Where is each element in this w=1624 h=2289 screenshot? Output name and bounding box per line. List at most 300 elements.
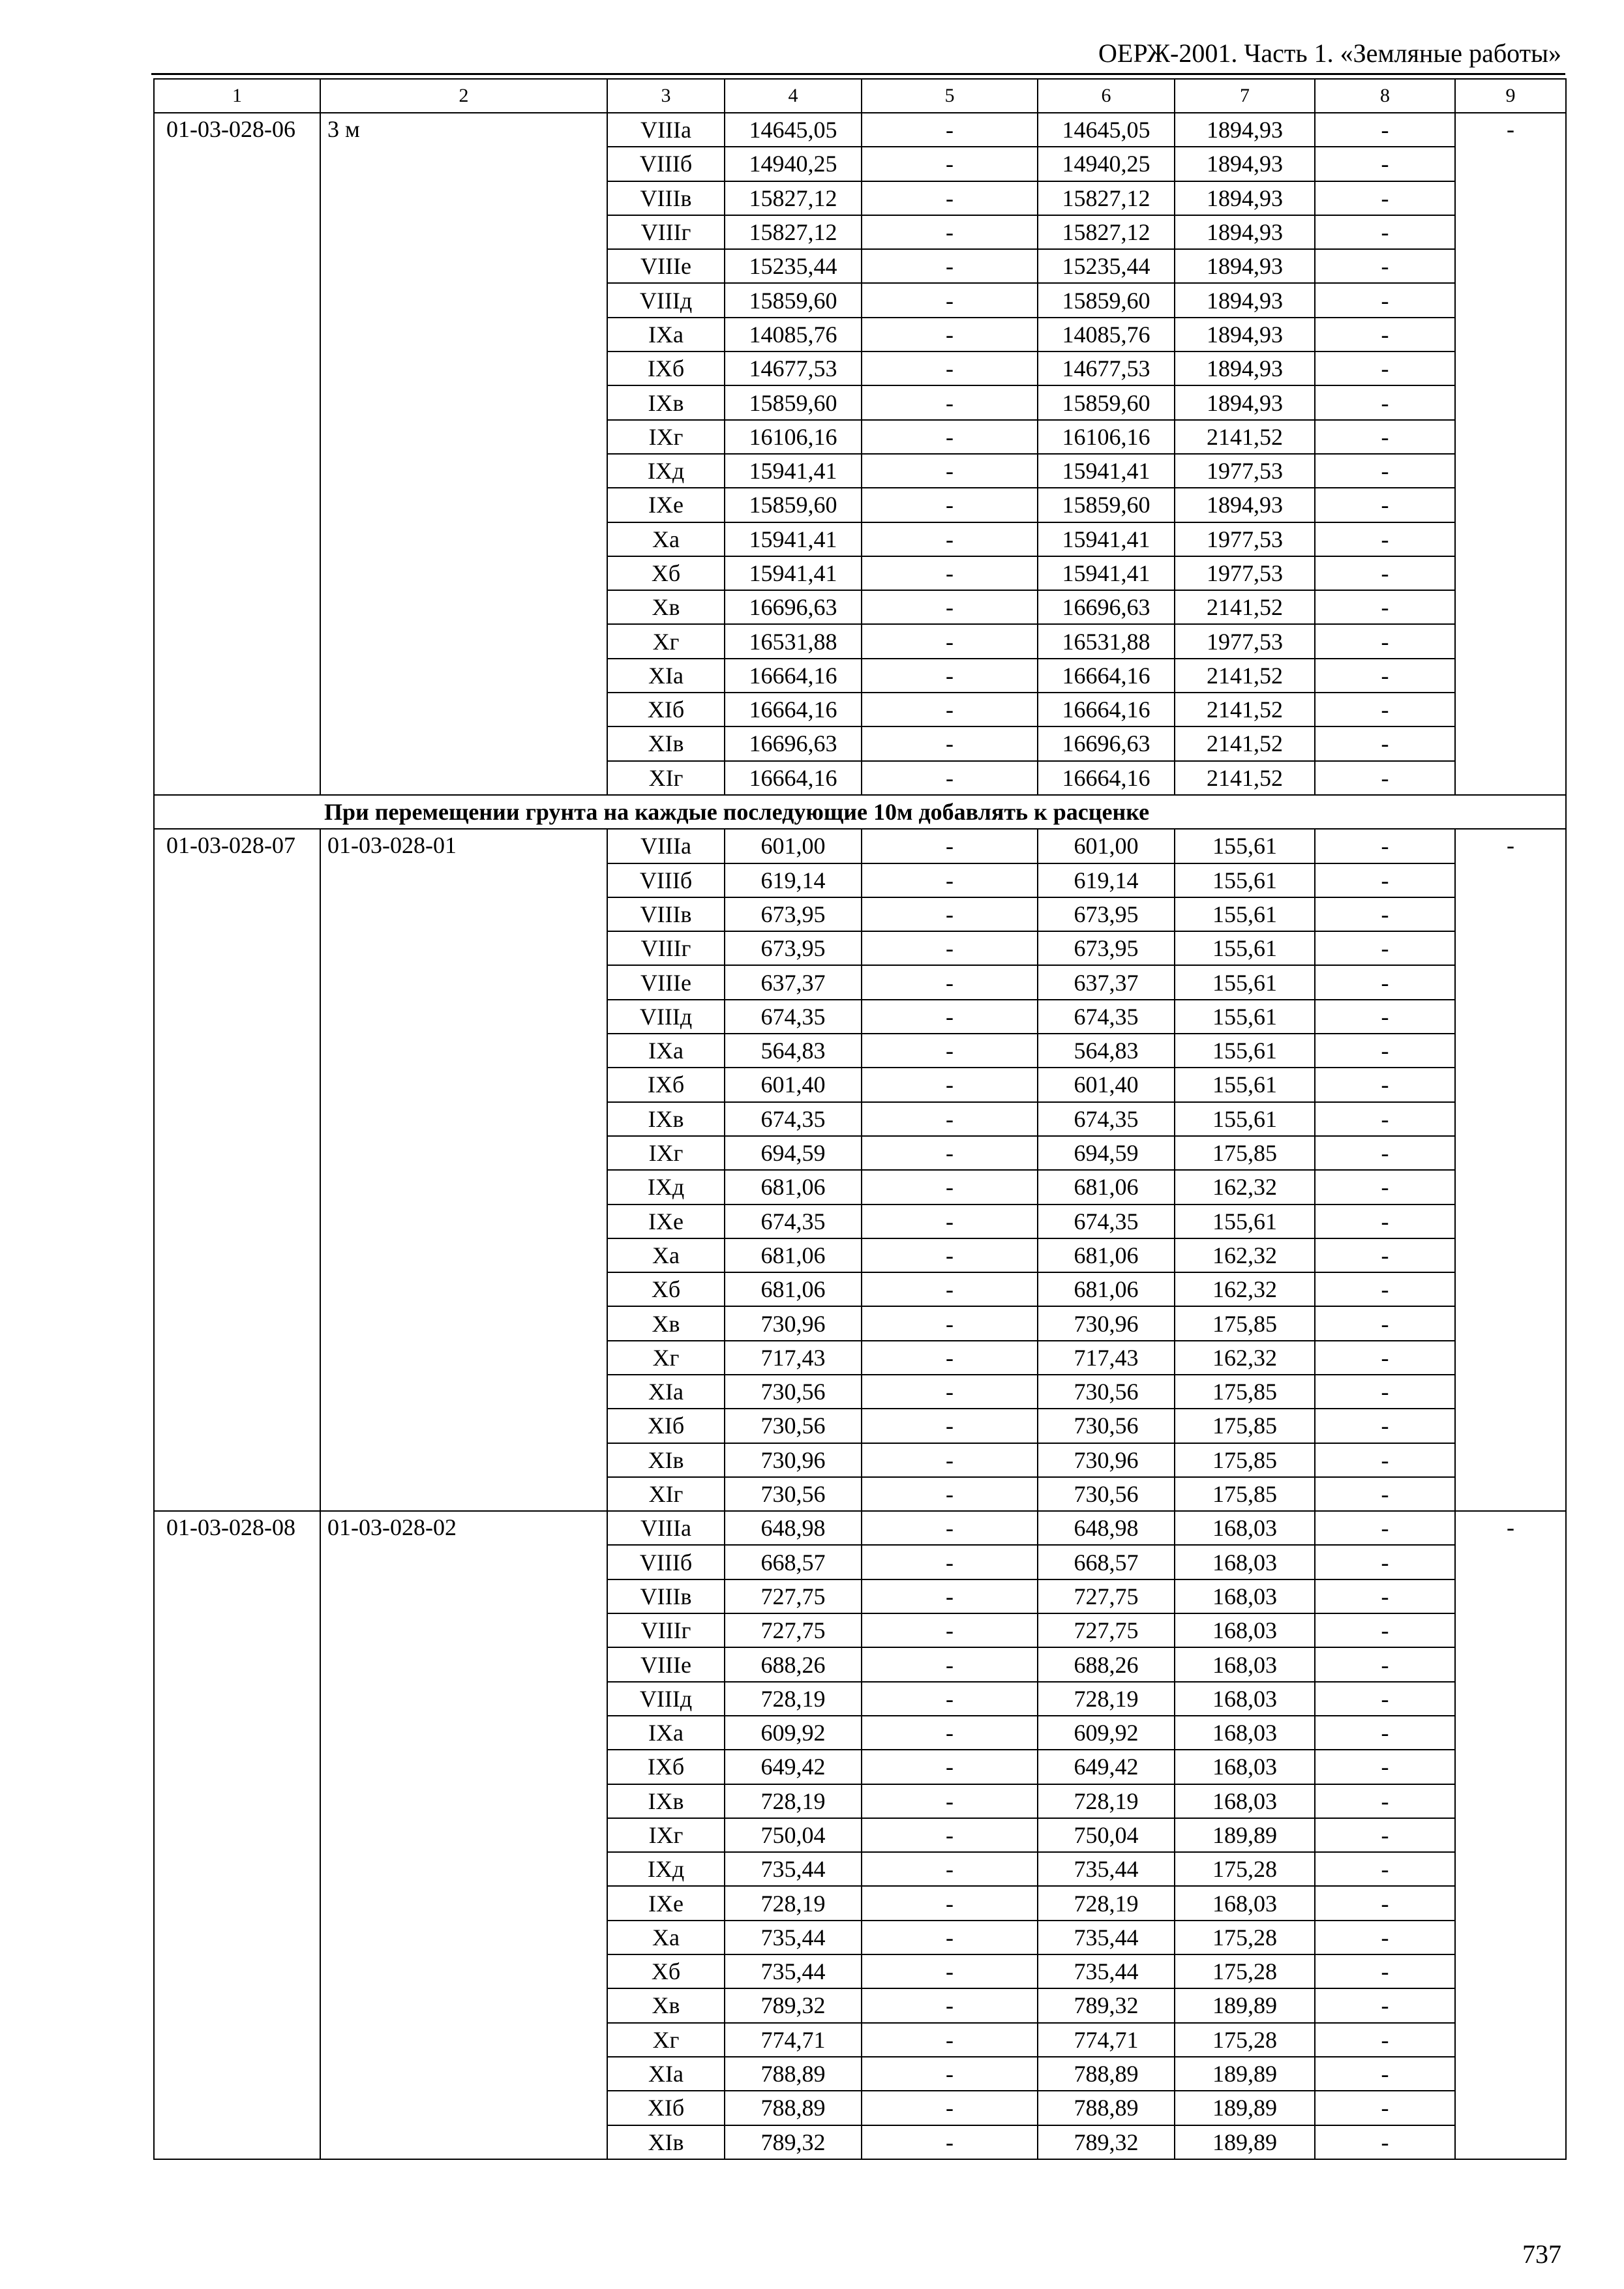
driver-wage-cell: 155,61	[1175, 1102, 1315, 1136]
wage-cell: -	[862, 693, 1038, 726]
column-number: 8	[1315, 79, 1455, 113]
soil-category-cell: Xг	[607, 1341, 725, 1375]
soil-category-cell: Xа	[607, 1238, 725, 1272]
materials-cell: -	[1315, 318, 1455, 352]
wage-cell: -	[862, 1954, 1038, 1988]
machine-cost-cell: 727,75	[1038, 1579, 1175, 1613]
column-number-row	[154, 79, 1566, 113]
soil-category-cell: VIIIг	[607, 215, 725, 249]
col9-cell: -	[1455, 113, 1566, 795]
materials-cell: -	[1315, 726, 1455, 760]
direct-cost-cell: 674,35	[725, 1204, 862, 1238]
soil-category-cell: IXа	[607, 1716, 725, 1750]
driver-wage-cell: 162,32	[1175, 1341, 1315, 1375]
direct-cost-cell: 15941,41	[725, 556, 862, 590]
materials-cell: -	[1315, 1375, 1455, 1409]
direct-cost-cell: 727,75	[725, 1579, 862, 1613]
soil-category-cell: XIв	[607, 1443, 725, 1477]
direct-cost-cell: 735,44	[725, 1954, 862, 1988]
rates-table	[153, 78, 1567, 2160]
note-text: При перемещении грунта на каждые последующие 10м добавлять к расценке	[154, 795, 1566, 829]
driver-wage-cell: 1894,93	[1175, 385, 1315, 419]
machine-cost-cell: 674,35	[1038, 1000, 1175, 1034]
wage-cell: -	[862, 1238, 1038, 1272]
machine-cost-cell: 15859,60	[1038, 385, 1175, 419]
materials-cell: -	[1315, 590, 1455, 624]
soil-category-cell: XIг	[607, 761, 725, 795]
materials-cell: -	[1315, 1750, 1455, 1784]
wage-cell: -	[862, 454, 1038, 488]
machine-cost-cell: 673,95	[1038, 931, 1175, 965]
wage-cell: -	[862, 420, 1038, 454]
machine-cost-cell: 14645,05	[1038, 113, 1175, 147]
materials-cell: -	[1315, 829, 1455, 863]
rate-code-cell: 01-03-028-07	[154, 829, 320, 1511]
column-number: 9	[1455, 79, 1566, 113]
wage-cell: -	[862, 522, 1038, 556]
wage-cell: -	[862, 1341, 1038, 1375]
wage-cell: -	[862, 283, 1038, 317]
work-name-cell: 01-03-028-01	[320, 829, 607, 1511]
materials-cell: -	[1315, 1000, 1455, 1034]
machine-cost-cell: 750,04	[1038, 1818, 1175, 1852]
materials-cell: -	[1315, 1409, 1455, 1443]
machine-cost-cell: 14677,53	[1038, 352, 1175, 385]
machine-cost-cell: 728,19	[1038, 1784, 1175, 1818]
col9-cell: -	[1455, 829, 1566, 1511]
machine-cost-cell: 788,89	[1038, 2091, 1175, 2125]
soil-category-cell: IXа	[607, 1034, 725, 1068]
soil-category-cell: XIв	[607, 726, 725, 760]
soil-category-cell: IXг	[607, 420, 725, 454]
direct-cost-cell: 16664,16	[725, 761, 862, 795]
driver-wage-cell: 2141,52	[1175, 590, 1315, 624]
driver-wage-cell: 175,85	[1175, 1443, 1315, 1477]
driver-wage-cell: 189,89	[1175, 2125, 1315, 2159]
soil-category-cell: VIIIе	[607, 249, 725, 283]
materials-cell: -	[1315, 693, 1455, 726]
soil-category-cell: IXб	[607, 1068, 725, 1101]
direct-cost-cell: 15859,60	[725, 488, 862, 522]
soil-category-cell: VIIIв	[607, 897, 725, 931]
driver-wage-cell: 1977,53	[1175, 556, 1315, 590]
direct-cost-cell: 649,42	[725, 1750, 862, 1784]
soil-category-cell: VIIIг	[607, 1613, 725, 1647]
wage-cell: -	[862, 147, 1038, 181]
wage-cell: -	[862, 659, 1038, 693]
soil-category-cell: XIа	[607, 2057, 725, 2091]
materials-cell: -	[1315, 454, 1455, 488]
machine-cost-cell: 681,06	[1038, 1272, 1175, 1306]
soil-category-cell: IXе	[607, 488, 725, 522]
driver-wage-cell: 155,61	[1175, 1068, 1315, 1101]
direct-cost-cell: 730,56	[725, 1409, 862, 1443]
wage-cell: -	[862, 1272, 1038, 1306]
driver-wage-cell: 155,61	[1175, 1204, 1315, 1238]
driver-wage-cell: 155,61	[1175, 1000, 1315, 1034]
materials-cell: -	[1315, 249, 1455, 283]
soil-category-cell: VIIIа	[607, 1511, 725, 1545]
soil-category-cell: XIб	[607, 2091, 725, 2125]
machine-cost-cell: 16106,16	[1038, 420, 1175, 454]
driver-wage-cell: 1894,93	[1175, 283, 1315, 317]
rates-table-body	[154, 79, 1566, 2159]
wage-cell: -	[862, 385, 1038, 419]
machine-cost-cell: 717,43	[1038, 1341, 1175, 1375]
machine-cost-cell: 15941,41	[1038, 454, 1175, 488]
driver-wage-cell: 2141,52	[1175, 420, 1315, 454]
direct-cost-cell: 601,40	[725, 1068, 862, 1101]
machine-cost-cell: 15859,60	[1038, 283, 1175, 317]
soil-category-cell: Xа	[607, 522, 725, 556]
machine-cost-cell: 619,14	[1038, 863, 1175, 897]
materials-cell: -	[1315, 2125, 1455, 2159]
table-row	[154, 829, 1566, 863]
driver-wage-cell: 2141,52	[1175, 659, 1315, 693]
materials-cell: -	[1315, 147, 1455, 181]
page-header-title: ОЕРЖ-2001. Часть 1. «Земляные работы»	[1098, 38, 1561, 68]
materials-cell: -	[1315, 522, 1455, 556]
wage-cell: -	[862, 1068, 1038, 1101]
driver-wage-cell: 168,03	[1175, 1545, 1315, 1579]
machine-cost-cell: 735,44	[1038, 1852, 1175, 1886]
direct-cost-cell: 673,95	[725, 897, 862, 931]
materials-cell: -	[1315, 1852, 1455, 1886]
machine-cost-cell: 674,35	[1038, 1204, 1175, 1238]
machine-cost-cell: 601,40	[1038, 1068, 1175, 1101]
column-number: 6	[1038, 79, 1175, 113]
soil-category-cell: XIа	[607, 1375, 725, 1409]
materials-cell: -	[1315, 488, 1455, 522]
direct-cost-cell: 788,89	[725, 2091, 862, 2125]
materials-cell: -	[1315, 2091, 1455, 2125]
machine-cost-cell: 609,92	[1038, 1716, 1175, 1750]
wage-cell: -	[862, 249, 1038, 283]
wage-cell: -	[862, 1852, 1038, 1886]
machine-cost-cell: 674,35	[1038, 1102, 1175, 1136]
direct-cost-cell: 16106,16	[725, 420, 862, 454]
driver-wage-cell: 189,89	[1175, 1818, 1315, 1852]
wage-cell: -	[862, 1818, 1038, 1852]
direct-cost-cell: 16664,16	[725, 659, 862, 693]
machine-cost-cell: 735,44	[1038, 1921, 1175, 1954]
machine-cost-cell: 15859,60	[1038, 488, 1175, 522]
wage-cell: -	[862, 1784, 1038, 1818]
machine-cost-cell: 16664,16	[1038, 659, 1175, 693]
materials-cell: -	[1315, 420, 1455, 454]
soil-category-cell: IXа	[607, 318, 725, 352]
soil-category-cell: XIб	[607, 1409, 725, 1443]
wage-cell: -	[862, 215, 1038, 249]
materials-cell: -	[1315, 283, 1455, 317]
work-name-cell: 3 м	[320, 113, 607, 795]
materials-cell: -	[1315, 1886, 1455, 1920]
materials-cell: -	[1315, 1988, 1455, 2022]
driver-wage-cell: 155,61	[1175, 897, 1315, 931]
direct-cost-cell: 750,04	[725, 1818, 862, 1852]
machine-cost-cell: 16531,88	[1038, 624, 1175, 658]
machine-cost-cell: 16696,63	[1038, 590, 1175, 624]
driver-wage-cell: 168,03	[1175, 1511, 1315, 1545]
wage-cell: -	[862, 624, 1038, 658]
soil-category-cell: Xб	[607, 1954, 725, 1988]
driver-wage-cell: 175,85	[1175, 1375, 1315, 1409]
materials-cell: -	[1315, 1170, 1455, 1204]
materials-cell: -	[1315, 1954, 1455, 1988]
machine-cost-cell: 728,19	[1038, 1886, 1175, 1920]
wage-cell: -	[862, 1921, 1038, 1954]
direct-cost-cell: 728,19	[725, 1784, 862, 1818]
soil-category-cell: XIг	[607, 1477, 725, 1511]
materials-cell: -	[1315, 1034, 1455, 1068]
materials-cell: -	[1315, 2057, 1455, 2091]
materials-cell: -	[1315, 1477, 1455, 1511]
driver-wage-cell: 168,03	[1175, 1784, 1315, 1818]
wage-cell: -	[862, 1477, 1038, 1511]
direct-cost-cell: 730,56	[725, 1477, 862, 1511]
wage-cell: -	[862, 1000, 1038, 1034]
materials-cell: -	[1315, 1682, 1455, 1716]
driver-wage-cell: 168,03	[1175, 1647, 1315, 1681]
machine-cost-cell: 15941,41	[1038, 522, 1175, 556]
soil-category-cell: Xв	[607, 590, 725, 624]
driver-wage-cell: 189,89	[1175, 1988, 1315, 2022]
wage-cell: -	[862, 1682, 1038, 1716]
wage-cell: -	[862, 113, 1038, 147]
wage-cell: -	[862, 761, 1038, 795]
driver-wage-cell: 162,32	[1175, 1170, 1315, 1204]
driver-wage-cell: 175,85	[1175, 1136, 1315, 1170]
driver-wage-cell: 189,89	[1175, 2091, 1315, 2125]
wage-cell: -	[862, 829, 1038, 863]
direct-cost-cell: 694,59	[725, 1136, 862, 1170]
note-row	[154, 795, 1566, 829]
soil-category-cell: VIIIб	[607, 1545, 725, 1579]
driver-wage-cell: 168,03	[1175, 1613, 1315, 1647]
materials-cell: -	[1315, 1716, 1455, 1750]
driver-wage-cell: 1894,93	[1175, 113, 1315, 147]
driver-wage-cell: 155,61	[1175, 829, 1315, 863]
materials-cell: -	[1315, 1511, 1455, 1545]
table-row	[154, 1511, 1566, 1545]
column-number: 3	[607, 79, 725, 113]
direct-cost-cell: 673,95	[725, 931, 862, 965]
header-rule	[151, 73, 1565, 75]
wage-cell: -	[862, 2125, 1038, 2159]
machine-cost-cell: 601,00	[1038, 829, 1175, 863]
direct-cost-cell: 789,32	[725, 1988, 862, 2022]
driver-wage-cell: 168,03	[1175, 1750, 1315, 1784]
wage-cell: -	[862, 1886, 1038, 1920]
driver-wage-cell: 162,32	[1175, 1272, 1315, 1306]
rate-code-cell: 01-03-028-08	[154, 1511, 320, 2159]
driver-wage-cell: 168,03	[1175, 1682, 1315, 1716]
soil-category-cell: VIIIд	[607, 283, 725, 317]
materials-cell: -	[1315, 352, 1455, 385]
direct-cost-cell: 681,06	[725, 1272, 862, 1306]
direct-cost-cell: 728,19	[725, 1886, 862, 1920]
soil-category-cell: XIв	[607, 2125, 725, 2159]
direct-cost-cell: 15827,12	[725, 181, 862, 215]
direct-cost-cell: 564,83	[725, 1034, 862, 1068]
machine-cost-cell: 774,71	[1038, 2023, 1175, 2057]
driver-wage-cell: 175,28	[1175, 1921, 1315, 1954]
driver-wage-cell: 168,03	[1175, 1716, 1315, 1750]
machine-cost-cell: 668,57	[1038, 1545, 1175, 1579]
materials-cell: -	[1315, 1443, 1455, 1477]
direct-cost-cell: 789,32	[725, 2125, 862, 2159]
driver-wage-cell: 1894,93	[1175, 147, 1315, 181]
soil-category-cell: IXв	[607, 1784, 725, 1818]
driver-wage-cell: 162,32	[1175, 1238, 1315, 1272]
direct-cost-cell: 717,43	[725, 1341, 862, 1375]
soil-category-cell: IXб	[607, 1750, 725, 1784]
soil-category-cell: Xб	[607, 1272, 725, 1306]
wage-cell: -	[862, 2091, 1038, 2125]
machine-cost-cell: 730,56	[1038, 1477, 1175, 1511]
driver-wage-cell: 1977,53	[1175, 454, 1315, 488]
soil-category-cell: IXе	[607, 1886, 725, 1920]
machine-cost-cell: 727,75	[1038, 1613, 1175, 1647]
soil-category-cell: VIIIе	[607, 1647, 725, 1681]
machine-cost-cell: 681,06	[1038, 1170, 1175, 1204]
materials-cell: -	[1315, 215, 1455, 249]
materials-cell: -	[1315, 659, 1455, 693]
direct-cost-cell: 619,14	[725, 863, 862, 897]
soil-category-cell: VIIIб	[607, 863, 725, 897]
driver-wage-cell: 175,85	[1175, 1409, 1315, 1443]
column-number: 4	[725, 79, 862, 113]
machine-cost-cell: 730,96	[1038, 1443, 1175, 1477]
materials-cell: -	[1315, 1068, 1455, 1101]
machine-cost-cell: 730,96	[1038, 1306, 1175, 1340]
direct-cost-cell: 14940,25	[725, 147, 862, 181]
materials-cell: -	[1315, 1921, 1455, 1954]
materials-cell: -	[1315, 1238, 1455, 1272]
driver-wage-cell: 155,61	[1175, 1034, 1315, 1068]
direct-cost-cell: 16664,16	[725, 693, 862, 726]
machine-cost-cell: 14940,25	[1038, 147, 1175, 181]
direct-cost-cell: 15859,60	[725, 283, 862, 317]
wage-cell: -	[862, 556, 1038, 590]
page-number: 737	[1522, 2239, 1561, 2269]
wage-cell: -	[862, 965, 1038, 999]
materials-cell: -	[1315, 624, 1455, 658]
direct-cost-cell: 16696,63	[725, 590, 862, 624]
direct-cost-cell: 774,71	[725, 2023, 862, 2057]
driver-wage-cell: 1894,93	[1175, 352, 1315, 385]
direct-cost-cell: 681,06	[725, 1170, 862, 1204]
machine-cost-cell: 788,89	[1038, 2057, 1175, 2091]
column-number: 2	[320, 79, 607, 113]
driver-wage-cell: 168,03	[1175, 1886, 1315, 1920]
materials-cell: -	[1315, 1204, 1455, 1238]
driver-wage-cell: 2141,52	[1175, 761, 1315, 795]
machine-cost-cell: 728,19	[1038, 1682, 1175, 1716]
wage-cell: -	[862, 1545, 1038, 1579]
driver-wage-cell: 175,28	[1175, 2023, 1315, 2057]
wage-cell: -	[862, 2057, 1038, 2091]
direct-cost-cell: 730,96	[725, 1443, 862, 1477]
driver-wage-cell: 1894,93	[1175, 488, 1315, 522]
soil-category-cell: Xб	[607, 556, 725, 590]
wage-cell: -	[862, 1102, 1038, 1136]
machine-cost-cell: 16696,63	[1038, 726, 1175, 760]
table-row	[154, 113, 1566, 147]
driver-wage-cell: 1977,53	[1175, 522, 1315, 556]
soil-category-cell: VIIIв	[607, 1579, 725, 1613]
direct-cost-cell: 15941,41	[725, 522, 862, 556]
materials-cell: -	[1315, 556, 1455, 590]
materials-cell: -	[1315, 1818, 1455, 1852]
wage-cell: -	[862, 181, 1038, 215]
materials-cell: -	[1315, 1136, 1455, 1170]
wage-cell: -	[862, 1136, 1038, 1170]
direct-cost-cell: 16696,63	[725, 726, 862, 760]
wage-cell: -	[862, 1988, 1038, 2022]
driver-wage-cell: 155,61	[1175, 965, 1315, 999]
soil-category-cell: Xг	[607, 624, 725, 658]
machine-cost-cell: 637,37	[1038, 965, 1175, 999]
driver-wage-cell: 2141,52	[1175, 693, 1315, 726]
driver-wage-cell: 1894,93	[1175, 181, 1315, 215]
wage-cell: -	[862, 1613, 1038, 1647]
column-number: 1	[154, 79, 320, 113]
machine-cost-cell: 15941,41	[1038, 556, 1175, 590]
direct-cost-cell: 15859,60	[725, 385, 862, 419]
direct-cost-cell: 648,98	[725, 1511, 862, 1545]
wage-cell: -	[862, 1375, 1038, 1409]
materials-cell: -	[1315, 863, 1455, 897]
direct-cost-cell: 16531,88	[725, 624, 862, 658]
soil-category-cell: IXг	[607, 1818, 725, 1852]
direct-cost-cell: 14677,53	[725, 352, 862, 385]
materials-cell: -	[1315, 1102, 1455, 1136]
driver-wage-cell: 175,85	[1175, 1306, 1315, 1340]
wage-cell: -	[862, 1511, 1038, 1545]
soil-category-cell: IXд	[607, 1852, 725, 1886]
materials-cell: -	[1315, 1545, 1455, 1579]
materials-cell: -	[1315, 2023, 1455, 2057]
direct-cost-cell: 688,26	[725, 1647, 862, 1681]
soil-category-cell: IXе	[607, 1204, 725, 1238]
materials-cell: -	[1315, 965, 1455, 999]
soil-category-cell: IXг	[607, 1136, 725, 1170]
driver-wage-cell: 175,85	[1175, 1477, 1315, 1511]
driver-wage-cell: 168,03	[1175, 1579, 1315, 1613]
machine-cost-cell: 564,83	[1038, 1034, 1175, 1068]
soil-category-cell: VIIIв	[607, 181, 725, 215]
machine-cost-cell: 730,56	[1038, 1409, 1175, 1443]
machine-cost-cell: 673,95	[1038, 897, 1175, 931]
driver-wage-cell: 189,89	[1175, 2057, 1315, 2091]
materials-cell: -	[1315, 113, 1455, 147]
work-name-cell: 01-03-028-02	[320, 1511, 607, 2159]
direct-cost-cell: 730,56	[725, 1375, 862, 1409]
direct-cost-cell: 674,35	[725, 1102, 862, 1136]
machine-cost-cell: 16664,16	[1038, 693, 1175, 726]
direct-cost-cell: 727,75	[725, 1613, 862, 1647]
direct-cost-cell: 788,89	[725, 2057, 862, 2091]
materials-cell: -	[1315, 1647, 1455, 1681]
machine-cost-cell: 15827,12	[1038, 215, 1175, 249]
wage-cell: -	[862, 1579, 1038, 1613]
direct-cost-cell: 668,57	[725, 1545, 862, 1579]
direct-cost-cell: 15941,41	[725, 454, 862, 488]
driver-wage-cell: 155,61	[1175, 863, 1315, 897]
machine-cost-cell: 15827,12	[1038, 181, 1175, 215]
materials-cell: -	[1315, 1306, 1455, 1340]
